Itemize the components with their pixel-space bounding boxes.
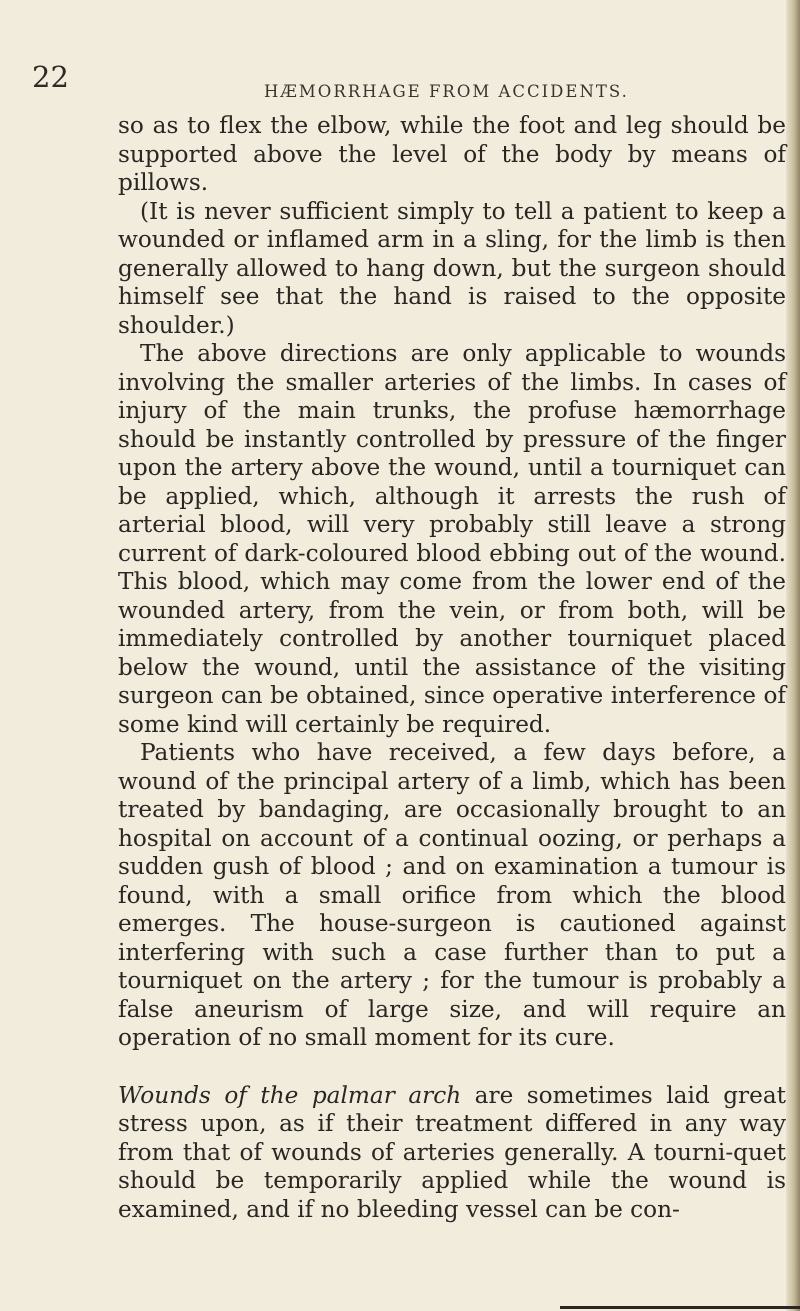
body-text [118,112,786,1224]
paragraph-4: Patients who have received, a few days before, a wound of the principal artery of a limb, which has been treated by bandaging, are occasionally brought to an hospital on account of a continual oozing, or perhaps a sudden gush of blood ; and on examination a tumour is found, with a small orifice from which the blood emerges. The house-surgeon is cautioned against interfering with such a case further than to put a tourniquet on the artery ; for the tumour is probably a false aneurism of large size, and will require an operation of no small moment for its cure. [118,739,786,1051]
paragraph-5 [118,1082,786,1225]
page-number: 22 [32,60,69,94]
palmar-arch-heading: Wounds of the palmar arch [118,1081,462,1109]
paragraph-2: (It is never sufficient simply to tell a patient to keep a wounded or inflamed arm in a sling, for the limb is then generally allowed to hang down, but the surgeon should himself see that the hand is raised to the opposite shoulder.) [118,197,786,339]
paragraph-1: so as to flex the elbow, while the foot and leg should be supported above the level of the body by means of pillows. [118,112,786,196]
page-edge [786,0,800,1311]
running-title: HÆMORRHAGE FROM ACCIDENTS. [264,82,629,101]
paragraph-3: The above directions are only applicable to wounds involving the smaller arteries of the limbs. In cases of injury of the main trunks, the profuse hæmorrhage should be instantly controlled by pressure of the finger upon the artery above the wound, until a tourniquet can be applied, which, although it arrests the rush of arterial blood, will very probably still leave a strong current of dark-coloured blood ebbing out of the wound. This blood, which may come from the lower end of the wounded artery, from the vein, or from both, will be immediately controlled by another tourniquet placed below the wound, until the assistance of the visiting surgeon can be obtained, since operative interference of some kind will certainly be required. [118,340,786,738]
paragraph-5-text: are sometimes laid great stress upon, as if their treatment differed in any way from that of wounds of arteries generally. A tourni-quet should be temporarily applied while the wound is examined, and if no bleeding vessel can be con- [118,1081,786,1223]
bottom-rule [560,1306,800,1309]
